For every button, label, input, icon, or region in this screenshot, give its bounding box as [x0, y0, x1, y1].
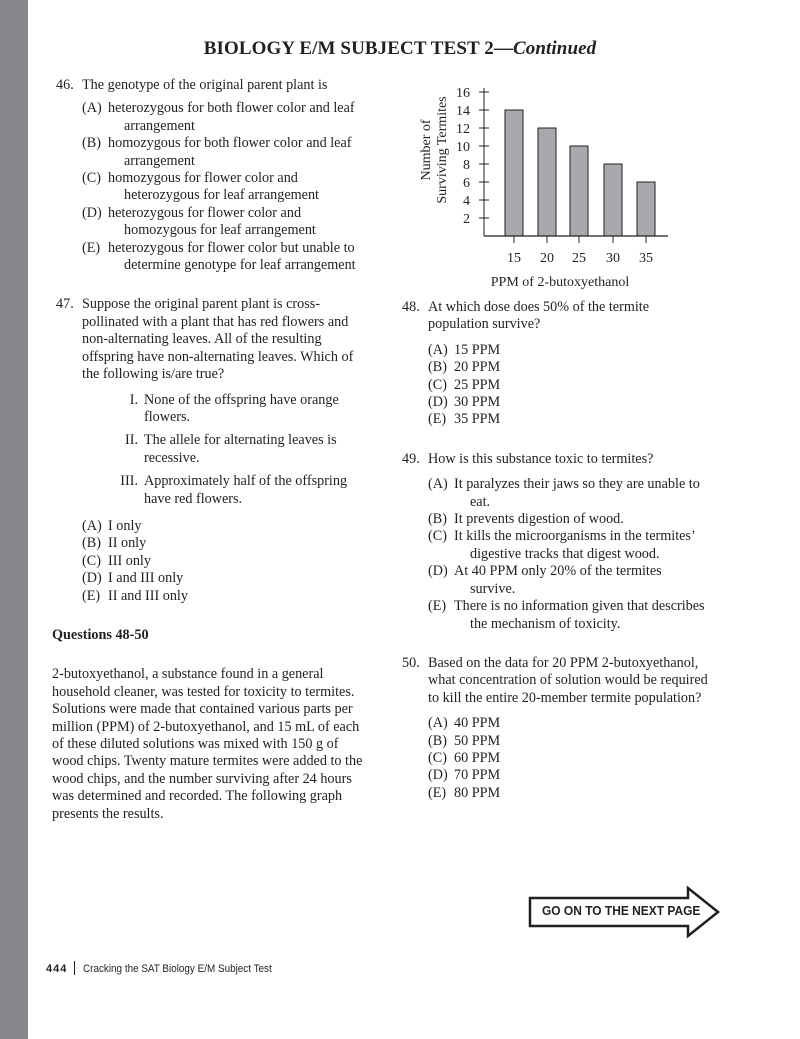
answer-choice-a[interactable]: (A) 40 PPM: [428, 715, 501, 732]
answer-choice-c[interactable]: (C) homozygous for flower color and heterozygous for leaf arrangement: [82, 170, 319, 204]
go-on-next-page-button[interactable]: [528, 886, 722, 938]
answer-choice-b[interactable]: (B) homozygous for both flower color and leaf arrangement: [82, 135, 352, 169]
question-stem: Based on the data for 20 PPM 2-butoxyethanol, what concentration of solution would be required to kill the entire 20-member termite population?: [428, 654, 708, 706]
answer-choice-d[interactable]: (D) heterozygous for flower color and homozygous for leaf arrangement: [82, 204, 316, 239]
x-tick-label: 25: [572, 251, 586, 266]
answer-choice-e[interactable]: (E) 35 PPM: [428, 411, 501, 428]
statement-i: I. None of the offspring have orange flowers.: [129, 391, 339, 425]
svg-text:Number of: Number of: [419, 119, 434, 181]
bar-chart: [400, 80, 700, 290]
answer-choice-c[interactable]: (C) It kills the microorganisms in the termites’ digestive tracks that digest wood.: [428, 528, 695, 562]
answer-choice-e[interactable]: (E) II and III only: [82, 587, 188, 604]
answer-choice-c[interactable]: (C) 25 PPM: [428, 376, 501, 393]
chart-bars: [505, 110, 655, 236]
answer-choice-c[interactable]: (C) 60 PPM: [428, 749, 501, 766]
answer-choices: [82, 100, 372, 274]
page-title-continued: Continued: [513, 38, 597, 59]
chart-svg: [400, 80, 700, 290]
answer-choice-d[interactable]: (D) 70 PPM: [428, 767, 501, 784]
question-number: 48.: [402, 299, 420, 315]
answer-choices: [428, 715, 708, 802]
question-46: [52, 77, 372, 274]
y-tick-label: 16: [456, 86, 470, 101]
answer-choice-c[interactable]: (C) III only: [82, 552, 151, 569]
answer-choice-a[interactable]: (A) I only: [82, 517, 142, 534]
answer-choice-b[interactable]: (B) II only: [82, 535, 147, 552]
x-tick-label: 30: [606, 251, 620, 266]
question-48: [398, 299, 708, 429]
answer-choice-b[interactable]: (B) It prevents digestion of wood.: [428, 511, 624, 528]
answer-choice-b[interactable]: (B) 50 PPM: [428, 732, 501, 749]
x-tick-label: 20: [540, 251, 554, 266]
chart-bar: [637, 182, 655, 236]
x-tick-label: 15: [507, 251, 521, 266]
question-stem: At which dose does 50% of the termite population survive?: [428, 299, 650, 333]
answer-choice-a[interactable]: (A) heterozygous for both flower color and leaf arrangement: [82, 100, 355, 134]
y-tick-label: 12: [456, 122, 470, 137]
chart-bar: [570, 146, 588, 236]
section-heading: Questions 48-50: [52, 626, 149, 643]
x-tick-label: 35: [639, 251, 653, 266]
question-47: [52, 296, 372, 605]
answer-choice-e[interactable]: (E) There is no information given that describes the mechanism of toxicity.: [428, 598, 705, 632]
left-column: [52, 77, 372, 823]
question-stem: How is this substance toxic to termites?: [428, 450, 654, 467]
question-number: 47.: [56, 296, 74, 313]
page-number: 444: [46, 963, 68, 975]
page-footer: [46, 961, 293, 975]
next-page-label: GO ON TO THE NEXT PAGE: [542, 903, 701, 918]
x-axis: [484, 236, 668, 266]
answer-choices: [82, 518, 372, 605]
footer-divider: [74, 961, 75, 975]
y-axis: [456, 86, 489, 236]
question-50: [398, 655, 708, 802]
statement-ii: II. The allele for alternating leaves is recessive.: [125, 432, 337, 466]
y-tick-label: 6: [463, 176, 470, 191]
answer-choice-d[interactable]: (D) 30 PPM: [428, 394, 501, 411]
chart-bar: [538, 128, 556, 236]
answer-choices: [428, 476, 708, 633]
chart-bar: [604, 164, 622, 236]
y-axis-label: [419, 96, 450, 203]
question-stem: Suppose the original parent plant is cross-pollinated with a plant that has red flowers and non-alternating leaves. All of the resulting offspring have non-alternating leaves. Which of the following is/are true?: [82, 296, 354, 383]
page-title: [0, 38, 800, 60]
page-title-main: BIOLOGY E/M SUBJECT TEST 2—: [203, 38, 513, 59]
page-margin-bar: [0, 0, 28, 1039]
chart-bar: [505, 110, 523, 236]
answer-choice-d[interactable]: (D) At 40 PPM only 20% of the termites survive.: [428, 563, 662, 597]
answer-choice-e[interactable]: (E) 80 PPM: [428, 784, 501, 801]
answer-choice-e[interactable]: (E) heterozygous for flower color but unable to determine genotype for leaf arrangement: [82, 239, 356, 274]
y-tick-label: 8: [463, 158, 470, 173]
svg-text:Surviving Termites: Surviving Termites: [435, 96, 450, 204]
answer-choice-a[interactable]: (A) 15 PPM: [428, 341, 501, 358]
passage-block: [52, 627, 372, 823]
x-axis-label: PPM of 2-butoxyethanol: [490, 275, 630, 290]
question-number: 50.: [402, 654, 420, 671]
question-number: 49.: [402, 450, 420, 467]
y-tick-label: 10: [456, 140, 470, 155]
statement-iii: III. Approximately half of the offspring have red flowers.: [120, 473, 348, 507]
right-column: [398, 299, 708, 802]
y-tick-label: 2: [463, 212, 470, 227]
y-tick-label: 14: [456, 104, 470, 119]
question-49: [398, 451, 708, 633]
book-title: Cracking the SAT Biology E/M Subject Test: [83, 963, 273, 975]
y-tick-label: 4: [463, 194, 470, 209]
passage-text: 2-butoxyethanol, a substance found in a general household cleaner, was tested for toxicity to termites. Solutions were made that contained various parts per million (PPM) of 2-butoxyethanol, and 15 mL of each of these diluted solutions was mixed with 150 g of wood chips. Twenty mature termites were added to the wood chips, and the number surviving after 24 hours was determined and recorded. The following graph presents the results.: [52, 666, 363, 822]
answer-choice-a[interactable]: (A) It paralyzes their jaws so they are unable to eat.: [428, 476, 700, 510]
question-stem: The genotype of the original parent plant is: [82, 77, 328, 93]
answer-choices: [428, 342, 708, 429]
answer-choice-d[interactable]: (D) I and III only: [82, 570, 184, 587]
answer-choice-b[interactable]: (B) 20 PPM: [428, 359, 501, 376]
question-number: 46.: [56, 77, 74, 93]
roman-statements: [82, 392, 372, 508]
